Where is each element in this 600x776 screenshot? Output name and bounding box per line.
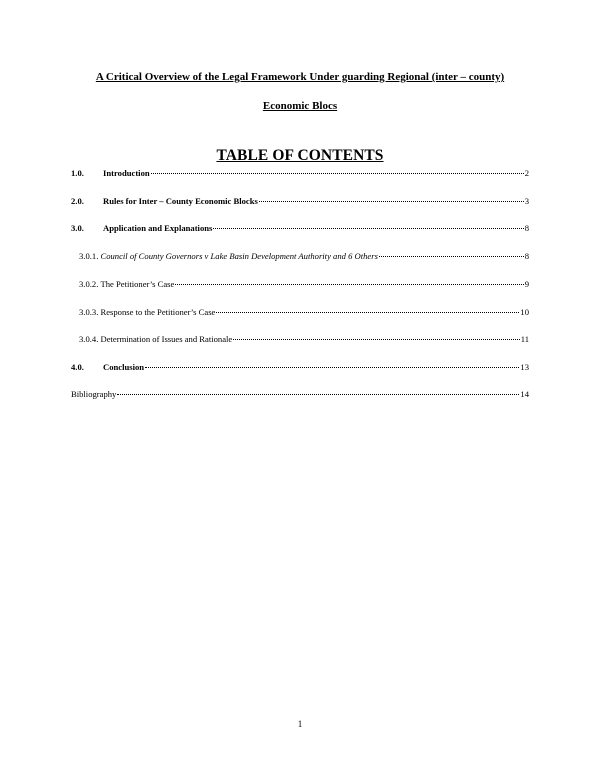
toc-entry-rules[interactable] (71, 195, 529, 207)
toc-dot-leader (259, 201, 524, 202)
toc-entry-number: 3.0.4. (79, 334, 101, 344)
toc-entry-page: 8 (524, 223, 529, 233)
document-title-line-2: Economic Blocs (262, 100, 338, 112)
toc-entry-number: 3.0.2. (79, 279, 101, 289)
toc-entry-label: Bibliography (71, 389, 117, 399)
toc-dot-leader (213, 228, 523, 229)
toc-entry-label: Conclusion (103, 362, 145, 372)
toc-dot-leader (216, 312, 519, 313)
toc-dot-leader (151, 173, 524, 174)
toc-heading: TABLE OF CONTENTS (216, 147, 384, 164)
toc-entry-page: 11 (520, 334, 529, 344)
toc-entry-page: 8 (524, 251, 529, 261)
toc-entry-label: Response to the Petitioner’s Case (100, 307, 216, 317)
toc-entry-number: 1.0. (71, 168, 84, 178)
toc-entry-number: 4.0. (71, 362, 84, 372)
toc-entry-label: Determination of Issues and Rationale (100, 334, 233, 344)
toc-dot-leader (233, 339, 519, 340)
toc-dot-leader (145, 367, 519, 368)
toc-dot-leader (175, 284, 523, 285)
toc-entry-petitioners-case[interactable] (79, 278, 529, 290)
toc-entry-label-italic: Council of County Governors v Lake Basin Development Authority and 6 Others (100, 251, 378, 261)
toc-entry-number: 2.0. (71, 196, 84, 206)
toc-entry-bibliography[interactable] (71, 388, 529, 400)
toc-dot-leader (379, 256, 524, 257)
toc-dot-leader (117, 394, 519, 395)
toc-entry-number: 3.0.3. (79, 307, 101, 317)
toc-entry-conclusion[interactable] (71, 361, 529, 373)
toc-entry-page: 9 (524, 279, 529, 289)
toc-entry-introduction[interactable] (71, 167, 529, 179)
toc-entry-page: 10 (520, 307, 529, 317)
toc-entry-label: Introduction (103, 168, 150, 178)
toc-entry-council-case[interactable] (79, 250, 529, 262)
toc-entry-application[interactable] (71, 222, 529, 234)
toc-entry-determination[interactable] (79, 333, 529, 345)
toc-entry-label: Rules for Inter – County Economic Blocks (103, 196, 258, 206)
toc-entry-label (100, 250, 377, 262)
toc-entry-page: 2 (524, 168, 529, 178)
toc-entry-response[interactable] (79, 306, 529, 318)
page-number: 1 (297, 719, 303, 729)
document-title-line-1: A Critical Overview of the Legal Framework Under guarding Regional (inter – county) (95, 71, 505, 83)
toc-entry-number: 3.0. (71, 223, 84, 233)
toc-entry-page: 14 (520, 389, 529, 399)
toc-entry-label: The Petitioner’s Case (100, 279, 175, 289)
toc-entry-label: Application and Explanations (103, 223, 213, 233)
toc-entry-page: 3 (524, 196, 529, 206)
toc-entry-number: 3.0.1. (79, 251, 101, 261)
toc-entry-page: 13 (520, 362, 529, 372)
